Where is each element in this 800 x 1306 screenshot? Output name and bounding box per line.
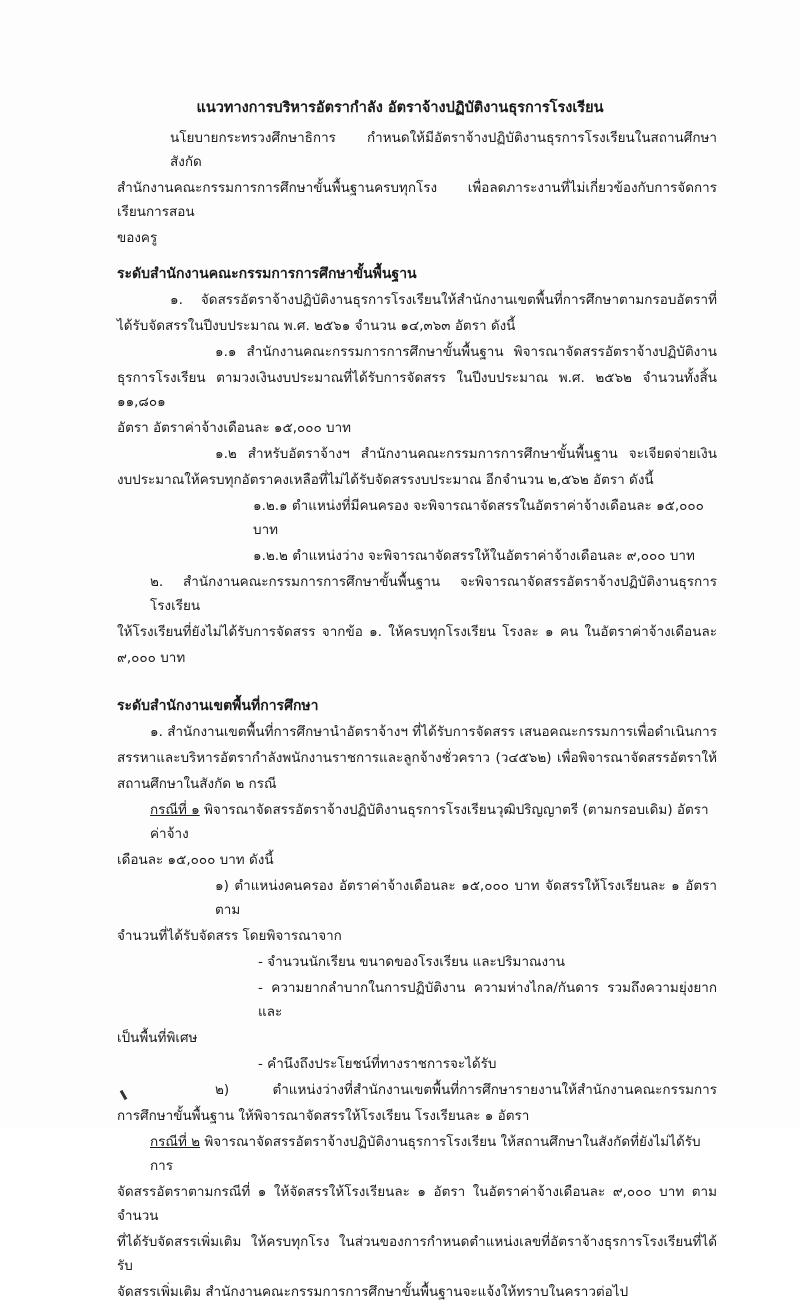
spacer (117, 672, 717, 694)
body-line: จำนวนที่ได้รับจัดสรร โดยพิจารณาจาก (117, 928, 342, 944)
case-2-line (117, 1130, 717, 1178)
case-2-label: กรณีที่ ๒ (150, 1134, 201, 1150)
body-line: ๑.๒.๒ ตำแหน่งว่าง จะพิจารณาจัดสรรให้ในอัตราค่าจ้างเดือนละ ๙,๐๐๐ บาท (253, 548, 695, 564)
body-line: ๙,๐๐๐ บาท (117, 650, 186, 666)
document-title: แนวทางการบริหารอัตรากำลัง อัตราจ้างปฏิบัติงานธุรการโรงเรียน (196, 100, 604, 116)
body-text: พิจารณาจัดสรรอัตราจ้างปฏิบัติงานธุรการโรงเรียนวุฒิปริญญาตรี (ตามกรอบเดิม) อัตราค่าจ้าง (150, 802, 709, 842)
body-line: ๑) ตำแหน่งคนครอง อัตราค่าจ้างเดือนละ ๑๕,๐๐๐ บาท จัดสรรให้โรงเรียนละ ๑ อัตรา ตาม (215, 878, 717, 918)
body-line: ให้โรงเรียนที่ยังไม่ได้รับการจัดสรร จากข้อ ๑. ให้ครบทุกโรงเรียน โรงละ ๑ คน ในอัตราค่าจ้างเดือนละ (117, 624, 717, 640)
bullet-line: - จำนวนนักเรียน ขนาดของโรงเรียน และปริมาณงาน (258, 954, 565, 970)
body-line: จัดสรรอัตราตามกรณีที่ ๑ ให้จัดสรรให้โรงเรียนละ ๑ อัตรา ในอัตราค่าจ้างเดือนละ ๙,๐๐๐ บาท ตามจำนวน (117, 1184, 717, 1224)
body-line: ที่ได้รับจัดสรรเพิ่มเติม ให้ครบทุกโรง ในส่วนของการกำหนดตำแหน่งเลขที่อัตราจ้างธุรการโรงเรียนที่ได้รับ (117, 1234, 717, 1274)
intro-line: นโยบายกระทรวงศึกษาธิการ กำหนดให้มีอัตราจ้างปฏิบัติงานธุรการโรงเรียนในสถานศึกษาสังกัด (170, 130, 717, 170)
body-line: ๑.๒ สำหรับอัตราจ้างฯ สำนักงานคณะกรรมการการศึกษาขั้นพื้นฐาน จะเจียดจ่ายเงิน (215, 446, 717, 462)
body-line: สรรหาและบริหารอัตรากำลังพนักงานราชการและลูกจ้างชั่วคราว (ว๔๕๖๒) เพื่อพิจารณาจัดสรรอัตราให้ (117, 750, 717, 766)
case-1-label: กรณีที่ ๑ (150, 802, 200, 818)
body-line: ๒. สำนักงานคณะกรรมการการศึกษาขั้นพื้นฐาน จะพิจารณาจัดสรรอัตราจ้างปฏิบัติงานธุรการโรงเรียน (150, 574, 717, 614)
body-line: ๑.๑ สำนักงานคณะกรรมการการศึกษาขั้นพื้นฐาน พิจารณาจัดสรรอัตราจ้างปฏิบัติงาน (215, 344, 717, 360)
bullet-line: - คำนึงถึงประโยชน์ที่ทางราชการจะได้รับ (258, 1056, 497, 1072)
intro-line: สำนักงานคณะกรรมการการศึกษาขั้นพื้นฐานครบทุกโรง เพื่อลดภาระงานที่ไม่เกี่ยวข้องกับการจัดการเรียนการสอน (117, 180, 717, 220)
body-line: ๑.๒.๑ ตำแหน่งที่มีคนครอง จะพิจารณาจัดสรรในอัตราค่าจ้างเดือนละ ๑๕,๐๐๐ บาท (253, 498, 704, 538)
body-line: ได้รับจัดสรรในปีงบประมาณ พ.ศ. ๒๕๖๑ จำนวน ๑๔,๓๖๓ อัตรา ดังนี้ (117, 318, 516, 334)
body-line: ๑. จัดสรรอัตราจ้างปฏิบัติงานธุรการโรงเรียนให้สำนักงานเขตพื้นที่การศึกษาตามกรอบอัตราที่ (170, 292, 717, 308)
section-heading: ระดับสำนักงานเขตพื้นที่การศึกษา (117, 698, 319, 714)
intro-line: ของครู (117, 230, 158, 246)
body-line: งบประมาณให้ครบทุกอัตราคงเหลือที่ไม่ได้รับจัดสรรงบประมาณ อีกจำนวน ๒,๕๖๒ อัตรา ดังนี้ (117, 472, 654, 488)
bullet-line: - ความยากลำบากในการปฏิบัติงาน ความห่างไกล/กันดาร รวมถึงความยุ่งยากและ (258, 980, 717, 1020)
body-line: การศึกษาขั้นพื้นฐาน ให้พิจารณาจัดสรรให้โรงเรียน โรงเรียนละ ๑ อัตรา (117, 1108, 530, 1124)
case-1-line (117, 798, 717, 846)
body-text: พิจารณาจัดสรรอัตราจ้างปฏิบัติงานธุรการโรงเรียน ให้สถานศึกษาในสังกัดที่ยังไม่ได้รับการ (150, 1134, 701, 1174)
body-line: เดือนละ ๑๕,๐๐๐ บาท ดังนี้ (117, 852, 274, 868)
body-line: สถานศึกษาในสังกัด ๒ กรณี (117, 776, 277, 792)
body-line: อัตรา อัตราค่าจ้างเดือนละ ๑๕,๐๐๐ บาท (117, 420, 352, 436)
body-line: ๑. สำนักงานเขตพื้นที่การศึกษานำอัตราจ้างฯ ที่ได้รับการจัดสรร เสนอคณะกรรมการเพื่อดำเนินการ (150, 724, 717, 740)
spacer (117, 252, 717, 262)
body-line: ธุรการโรงเรียน ตามวงเงินงบประมาณที่ได้รับการจัดสรร ในปีงบประมาณ พ.ศ. ๒๕๖๒ จำนวนทั้งสิ้น ๑๑,๘๐๑ (117, 370, 717, 410)
body-line: ๒) ตำแหน่งว่างที่สำนักงานเขตพื้นที่การศึกษารายงานให้สำนักงานคณะกรรมการ (215, 1082, 717, 1098)
body-line: จัดสรรเพิ่มเติม สำนักงานคณะกรรมการการศึกษาขั้นพื้นฐานจะแจ้งให้ทราบในคราวต่อไป (117, 1284, 629, 1300)
document-body (117, 96, 717, 1306)
body-line: เป็นพื้นที่พิเศษ (117, 1030, 198, 1046)
section-heading: ระดับสำนักงานคณะกรรมการการศึกษาขั้นพื้นฐาน (117, 266, 417, 282)
